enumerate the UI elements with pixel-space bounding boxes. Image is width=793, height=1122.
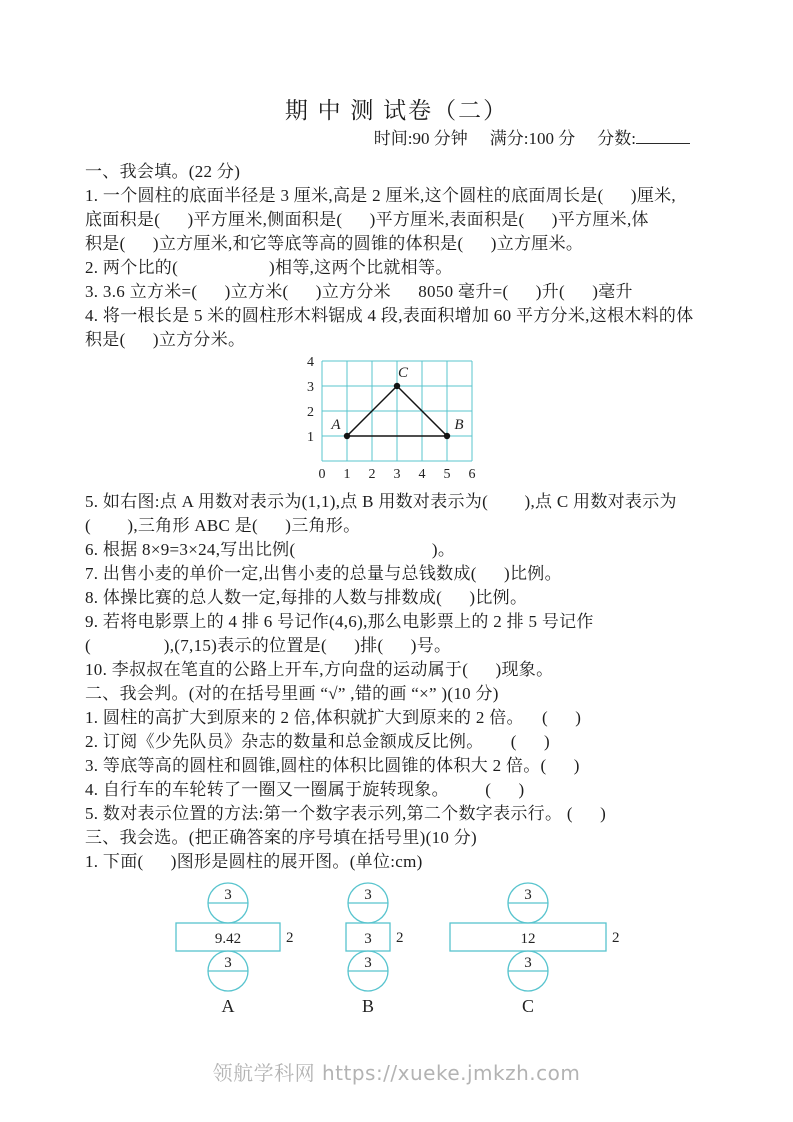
question-line: ( ),(7,15)表示的位置是( )排( )号。	[85, 636, 452, 655]
top-circle-value: 3	[364, 887, 372, 903]
question-line: 底面积是( )平方厘米,侧面积是( )平方厘米,表面积是( )平方厘米,体	[85, 210, 649, 229]
x-axis-tick-labels	[319, 467, 476, 482]
question-line: 积是( )立方厘米,和它等底等高的圆锥的体积是( )立方厘米。	[85, 234, 584, 253]
question-line: 7. 出售小麦的单价一定,出售小麦的总量与总钱数成( )比例。	[85, 564, 562, 583]
page-title: 期 中 测 试卷（二）	[284, 98, 509, 123]
question-line: 1. 一个圆柱的底面半径是 3 厘米,高是 2 厘米,这个圆柱的底面周长是( )厘米,	[85, 186, 676, 205]
y-tick-2: 2	[307, 405, 314, 420]
section-fill-heading: 一、我会填。(22 分)	[85, 162, 241, 181]
y-tick-1: 1	[307, 430, 314, 445]
point-a-label: A	[331, 417, 341, 433]
top-circle-value: 3	[524, 887, 532, 903]
coordinate-grid-figure	[297, 356, 497, 484]
content	[0, 160, 793, 1016]
question-line: 5. 如右图:点 A 用数对表示为(1,1),点 B 用数对表示为( ),点 C 用数对表示为	[85, 492, 677, 511]
point-a-dot	[344, 433, 350, 439]
y-tick-4: 4	[307, 356, 314, 370]
bottom-circle-value: 3	[224, 955, 232, 971]
section-choose-heading: 三、我会选。(把正确答案的序号填在括号里)(10 分)	[85, 828, 477, 847]
question-line: 3. 等底等高的圆柱和圆锥,圆柱的体积比圆锥的体积大 2 倍。( )	[85, 756, 580, 775]
x-tick-2: 2	[368, 467, 376, 482]
meta-total: 满分:100 分	[489, 129, 576, 148]
question-line: 4. 自行车的车轮转了一圈又一圈属于旋转现象。 ( )	[85, 780, 525, 799]
rect-value: 12	[520, 931, 536, 947]
point-b-dot	[444, 433, 450, 439]
question-line: 6. 根据 8×9=3×24,写出比例( )。	[85, 540, 456, 559]
watermark: 领航学科网 https://xueke.jmkzh.com	[212, 1061, 581, 1085]
option-letter: C	[521, 996, 535, 1016]
option-letter: B	[361, 996, 375, 1016]
question-line: 5. 数对表示位置的方法:第一个数字表示列,第二个数字表示行。 ( )	[85, 804, 607, 823]
net-option-a	[176, 883, 294, 1016]
x-tick-0: 0	[318, 467, 326, 482]
question-line: 8. 体操比赛的总人数一定,每排的人数与排数成( )比例。	[85, 588, 528, 607]
net-option-c	[450, 883, 620, 1016]
question-line: 1. 下面( )图形是圆柱的展开图。(单位:cm)	[85, 852, 423, 871]
point-b-label: B	[454, 417, 464, 433]
x-tick-6: 6	[468, 467, 476, 482]
bottom-circle-value: 3	[364, 955, 372, 971]
rect-value: 3	[364, 931, 372, 947]
meta-score-label: 分数:	[597, 129, 636, 148]
x-tick-1: 1	[343, 467, 351, 482]
point-c-label: C	[397, 365, 409, 381]
y-tick-3: 3	[307, 380, 314, 395]
x-tick-5: 5	[443, 467, 451, 482]
meta-time: 时间:90 分钟	[373, 129, 468, 148]
bottom-circle-value: 3	[524, 955, 532, 971]
x-tick-3: 3	[393, 467, 401, 482]
question-line: 3. 3.6 立方米=( )立方米( )立方分米 8050 毫升=( )升( )毫升	[85, 282, 633, 301]
point-c-dot	[394, 383, 400, 389]
rect-height-value: 2	[612, 930, 620, 946]
rect-height-value: 2	[396, 930, 404, 946]
option-letter: A	[221, 996, 235, 1016]
meta-line	[0, 126, 793, 152]
cylinder-nets-figure	[110, 880, 670, 1016]
question-line: 10. 李叔叔在笔直的公路上开车,方向盘的运动属于( )现象。	[85, 660, 554, 679]
rect-value: 9.42	[214, 931, 242, 947]
section-judge-heading: 二、我会判。(对的在括号里画 “√” ,错的画 “×” )(10 分)	[85, 684, 499, 703]
x-tick-4: 4	[418, 467, 426, 482]
question-line: ( ),三角形 ABC 是( )三角形。	[85, 516, 361, 535]
question-line: 9. 若将电影票上的 4 排 6 号记作(4,6),那么电影票上的 2 排 5 号记作	[85, 612, 594, 631]
net-option-b	[346, 883, 404, 1016]
question-line: 2. 两个比的( )相等,这两个比就相等。	[85, 258, 453, 277]
question-line: 4. 将一根长是 5 米的圆柱形木料锯成 4 段,表面积增加 60 平方分米,这根木料的体	[85, 306, 694, 325]
top-circle-value: 3	[224, 887, 232, 903]
score-blank-line	[636, 130, 690, 144]
question-line: 2. 订阅《少先队员》杂志的数量和总金额成反比例。 ( )	[85, 732, 551, 751]
rect-height-value: 2	[286, 930, 294, 946]
question-line: 1. 圆柱的高扩大到原来的 2 倍,体积就扩大到原来的 2 倍。 ( )	[85, 708, 582, 727]
question-line: 积是( )立方分米。	[85, 330, 246, 349]
y-axis-tick-labels	[307, 356, 314, 445]
